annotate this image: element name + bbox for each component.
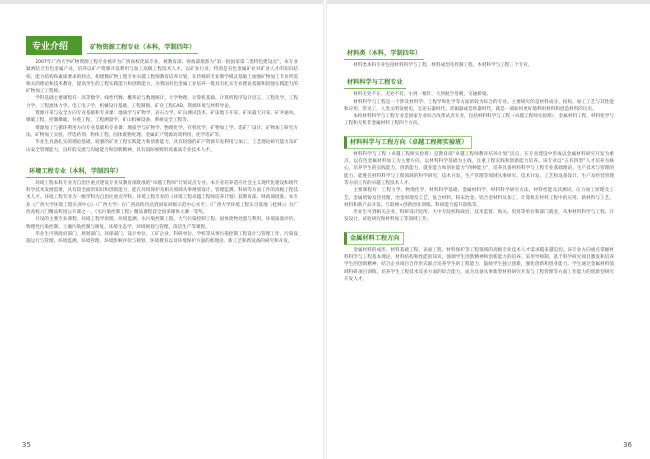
section-heading-excellence: 材料科学与工程方向（卓越工程师实验班） xyxy=(344,136,472,149)
section-heading-mineral: 矿物资源工程专业（本科，学制四年） xyxy=(87,42,198,54)
right-content xyxy=(344,40,614,283)
page-number-right: 36 xyxy=(623,441,632,449)
paragraph: 毕业生具备扎实的理论基础、较强的矿业工程实践能力和创新能力，具有较强的矿产资源开发利用与加工、工艺理论研究能力及矿山安全管理能力，良好的交流与沟通能力和创新精神，具有国际视野的高素质专业技术人才。 xyxy=(26,140,298,153)
section-heading-materials: 材料类（本科，学制四年） xyxy=(344,48,424,60)
paragraph: 材料科学与工程（卓越工程师实验班）是教育部“卓越工程师教育培养计划”试点，在专业建设中形成以金属材料研究开发为重点，以有色金属材料加工为主要方向，以材料科学基础为主线，注重工程实践和创新能力培养。该专业以“五有四型”人才培养为核心，培养学生的实践能力、创新能力，就业能力和创业能力“四种能力”，培养具备材料科学与工程专业基础理论、生产技术与管理的能力，能胜任材料科学与工程领域的科学研究、技术开发、生产管理等领域从事研究、技术开发、工艺和设备设计、生产及经营管理等方面工作的卓越工程技术人才。 xyxy=(344,151,614,186)
page-title: 专业介绍 xyxy=(26,36,82,55)
section-heading-environment: 环境工程专业（本科，学制四年） xyxy=(26,166,125,178)
paragraph: 学科基础主要课程有：高等数学、线性代数、概率论与数理统计、大学物理、计算机基础、计算机程序设计语言、工程化学、工程力学、工程流体力学、电工电子学、机械设计基础、工程制图、矿业工程CAD、资源环境与材料导论。 xyxy=(26,96,298,109)
paragraph: 材料无处不在、无处不有，小到一根针，大到航空母舰，交通桥梁。 xyxy=(353,92,492,98)
paragraph: 主要课程有：工程力学、物理化学、材料科学基础、金属材料学、材料科学研究方法、材料性能及其测试、压力加工原理及工艺、金属熔铸及热处理、冶金原理及工艺、复合材料、粉末冶金、铝合金材料及加工、计算机在材料工程中的应用、新材料与工艺、材料和新产品开发、互联网+创新创业训练、科研能力提升训练等。 xyxy=(344,188,614,208)
left-content xyxy=(26,34,298,246)
paragraph: 环境工程本科专业为自治区重点建设专业及教育部批准的“卓越工程师”计划试点专业。本专业培养适应社会主义现代化建设和现代科学技术发展需要，具有较全面的知识和创新能力，能在环境保护及相关领域从事规划设计、管理监测、科研等方面工作的高级工程技术人才。环境工程专业为一级学科为自治区重点学科。环境工程专业的《环境工程卓越工程师培养计划》获教育部、财政部批准。本专业《广西大学环境工程实训中心》（广西大学）在广西高校内达到国家同级示范中心水平；《广西大学环境工程实习基地（桂林）》为广西高校六门精品校园公开课之一。《水污染控制工程》精品课程获全国多媒体大赛一等奖。 xyxy=(26,180,298,216)
paragraph: 金属材料的成形、材料基础工程、表面工程、材料保护等工程领域的高级专业技术人才需求越来越迫切。该专业方向重点掌握材料科学与工程基本理论，材料结构和性能的知识，强调学生创新精神和创新能力的培养。采用导师制，基于科学研究项目激发和培养学生的创新精神，结合企业项目合作形式联合培养学生的工程能力，鼓励学生独立创新，强化创新和创业能力。学生通过金属材料领域科研项目训练，培养学生工程技术及多方面的综合能力，成为具备从事新型材料研究开发与工程管理等方面工作能力的创新型研究开发人才。 xyxy=(344,247,614,282)
paragraph: 资源加工与循环利用方向专业基础和专业课：地质学与矿物学、物理化学、有机化学、矿物加工学、选矿厂设计、矿物加工研究方法、矿物加工实验、浮选药剂、粉体工程、固体废物处理、金属矿产资源高效利用、化学选矿等。 xyxy=(26,125,298,138)
paragraph: 开设的主要专业课程：环境工程学原理、环境监测、水污染控制工程、大气污染控制工程、固体废物处置与利用、环境质量评价、物理性污染控制、土壤污染控制与修复、环境生态学、环境规划与管理、清洁生产等课程。 xyxy=(26,217,298,230)
paragraph: 资源开采与安全方向专业基础和专业课：地质学与矿物学、岩石力学、矿山测试技术、矿床地下开采、矿床露天开采、矿井通风、爆破工程、控制爆破、井巷工程、工程测量学、矿山机械设备、系统安全工程等。 xyxy=(26,111,298,124)
paragraph: 毕业生可到政府部门、规划部门、环保部门、设计单位、工矿企业、科研单位、学校等从事污染控制工程设计与管理工作，污染设施运行与管理、环境监测、环境管理、环境影响评价与规划、环境教育以及环境保护方面的新理论、新工艺和新设备的研究和开发。 xyxy=(26,231,298,245)
section-heading-msci: 材料科学与工程专业 xyxy=(344,77,406,89)
paragraph: 本校材料科学与工程专业是国家专业综合改革试点专业，包括材料科学与工程（卓越工程师实验班），金属材料工程、材料化学与工程和无机非金属材料工程四个方向。 xyxy=(344,114,614,127)
paragraph: 毕业生可到相关企业、科研设计院所、大中专院校和政府、技术监督、海关、贸易等单位和部门就业，从事材料科学与工程、开发设计、试验研究和材料加工等领域工作。 xyxy=(344,210,614,223)
paragraph: 材料科学与工程是一个涉及材料学、工程学和化学等方面的较为综合的专业。主要研究的是材料成分、结构、加工工艺与其性能和应用，常见工，人类文明发展史，无论石器时代、青铜器或是铁器时代，就是一部如何更好地利用材料和创造材料的历史。 xyxy=(344,99,614,112)
paragraph: 2007年广西大学矿物资源工程专业被评为广西高校优质专业，被教育部、财政部批准为“第一批国家第二类特色建设点”。本专业紧密结合有色金属产业，培养以矿产资源开发利用与加工高级工程技术人才。以矿业行业，特别是有色金属矿业对矿业人才的知识结构、能力结构和素质要求的特点，构建数矿物工程专业卓越工程师教育培养计划，在传统的专业教学模式基础上加强矿物加工专业所需相关的理论和技术教育，提高学生的工程实践能力和创新能力，为我国有色金属工业培养一批具有扎实专业理论基础和较强实践能力的矿物加工工程师。 xyxy=(26,60,298,95)
paragraph: 材料类本科专业包括材料科学与工程、材料成型及控制工程、木材科学与工程三个专业。 xyxy=(353,63,533,68)
section-heading-metal: 金属材料工程方向 xyxy=(344,232,404,245)
page-number-left: 35 xyxy=(22,441,31,449)
